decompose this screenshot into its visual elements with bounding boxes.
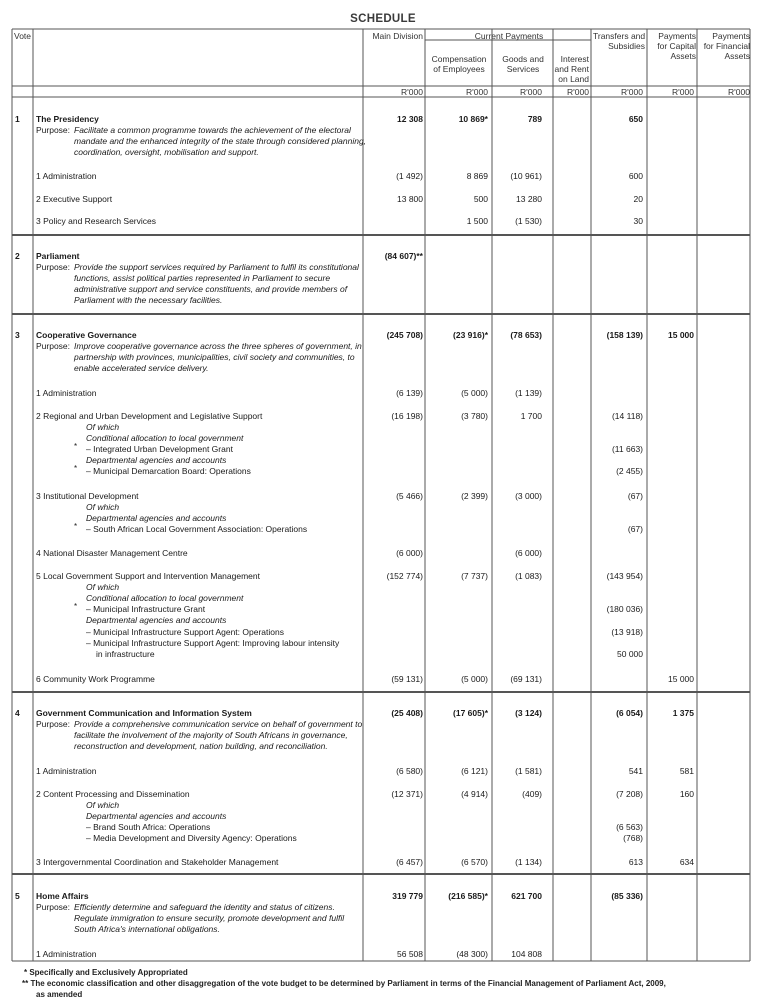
amount-comp: 10 869* (458, 114, 488, 124)
amount-goods: (6 000) (515, 548, 542, 558)
vote-number: 3 (15, 330, 20, 340)
header-financial-2: for Financial (703, 41, 750, 51)
purpose-text: Improve cooperative governance across the three spheres of government, in (74, 341, 362, 351)
purpose-text: facilitate the involvement of the majority of South Africans in governance, (74, 730, 348, 740)
header-goods: Goods and (502, 54, 544, 64)
vote-number: 4 (15, 708, 20, 718)
amount-main: (245 708) (386, 330, 423, 340)
amount-trans: 600 (628, 171, 643, 181)
line-item: in infrastructure (96, 649, 155, 659)
unit-goods: R'000 (520, 87, 542, 97)
unit-comp: R'000 (466, 87, 488, 97)
header-goods-2: Services (506, 64, 540, 74)
purpose-text: Provide the support services required by Parliament to fulfil its constitutional (74, 262, 359, 272)
line-item: Of which (86, 800, 120, 810)
purpose-text: coordination, oversight, mobilisation and support. (74, 147, 259, 157)
header-compensation-2: of Employees (433, 64, 485, 74)
purpose-label: Purpose: (36, 719, 71, 729)
amount-comp: (3 780) (461, 411, 488, 421)
amount-cap: 634 (679, 857, 694, 867)
amount-comp: (4 914) (461, 789, 488, 799)
amount-comp: (17 605)* (453, 708, 488, 718)
programme-name: 3 Intergovernmental Coordination and Stakeholder Management (36, 857, 279, 867)
amount-main: (16 198) (391, 411, 423, 421)
unit-main: R'000 (401, 87, 423, 97)
amount-goods: (409) (522, 789, 542, 799)
programme-name: 3 Policy and Research Services (36, 216, 157, 226)
purpose-text: mandate and the enhanced integrity of the state through considered planning, (74, 136, 367, 146)
vote-name: Parliament (36, 251, 80, 261)
line-item: Of which (86, 502, 120, 512)
programme-name: 6 Community Work Programme (36, 674, 155, 684)
header-capital-3: Assets (670, 51, 696, 61)
purpose-text: partnership with provinces, municipalities, civil society and communities, to (74, 352, 355, 362)
line-item: Conditional allocation to local government (86, 593, 244, 603)
unit-transfers: R'000 (621, 87, 643, 97)
amount-comp: (7 737) (461, 571, 488, 581)
header-main-division: Main Division (372, 31, 423, 41)
amount-main: (152 774) (386, 571, 423, 581)
amount-goods: 1 700 (520, 411, 542, 421)
amount-goods: (3 000) (515, 491, 542, 501)
amount-goods: (69 131) (510, 674, 542, 684)
vote-number: 5 (15, 891, 20, 901)
amount-trans: 541 (628, 766, 643, 776)
amount-trans: (6 054) (616, 708, 643, 718)
amount-trans: (180 036) (606, 604, 643, 614)
line-item: Departmental agencies and accounts (86, 615, 227, 625)
purpose-label: Purpose: (36, 902, 71, 912)
amount-goods: 789 (527, 114, 542, 124)
amount-main: (84 607)** (384, 251, 423, 261)
amount-goods: (1 134) (515, 857, 542, 867)
line-item: – Municipal Infrastructure Support Agent: Improving labour intensity (86, 638, 340, 648)
line-item: Conditional allocation to local government (86, 433, 244, 443)
unit-financial: R'000 (728, 87, 750, 97)
purpose-label: Purpose: (36, 125, 71, 135)
purpose-text: Regulate immigration to ensure security, promote development and fulfil (74, 913, 345, 923)
vote-name: Home Affairs (36, 891, 89, 901)
amount-trans: (143 954) (606, 571, 643, 581)
specifically-appropriated-marker: * (74, 522, 78, 531)
amount-main: 13 800 (397, 194, 423, 204)
header-vote: Vote (14, 31, 32, 41)
vote-name: The Presidency (36, 114, 99, 124)
line-item: – South African Local Government Association: Operations (86, 524, 308, 534)
amount-comp: (216 585)* (448, 891, 488, 901)
programme-name: 4 National Disaster Management Centre (36, 548, 188, 558)
amount-comp: (23 916)* (453, 330, 488, 340)
line-item: – Integrated Urban Development Grant (86, 444, 233, 454)
purpose-text: Facilitate a common programme towards the achievement of the electoral (74, 125, 351, 135)
vote-name: Cooperative Governance (36, 330, 137, 340)
amount-goods: (1 083) (515, 571, 542, 581)
amount-goods: (10 961) (510, 171, 542, 181)
specifically-appropriated-marker: * (74, 464, 78, 473)
programme-name: 3 Institutional Development (36, 491, 139, 501)
amount-comp: (6 121) (461, 766, 488, 776)
amount-trans: (67) (627, 524, 643, 534)
specifically-appropriated-marker: * (74, 442, 78, 451)
line-item: Departmental agencies and accounts (86, 513, 227, 523)
line-item: – Municipal Infrastructure Support Agent: Operations (86, 627, 284, 637)
amount-goods: (1 581) (515, 766, 542, 776)
line-item: – Municipal Demarcation Board: Operations (86, 466, 251, 476)
amount-main: (6 139) (396, 388, 423, 398)
amount-goods: 13 280 (516, 194, 542, 204)
footnote-parliament-cont: as amended (36, 990, 83, 999)
amount-trans: (14 118) (611, 411, 643, 421)
amount-trans: 650 (628, 114, 643, 124)
header-financial: Payments (712, 31, 750, 41)
purpose-text: reconstruction and development, nation building, and reconciliation. (74, 741, 328, 751)
amount-trans: (2 455) (616, 466, 643, 476)
amount-cap: 581 (679, 766, 694, 776)
footnote-specifically-appropriated: * Specifically and Exclusively Appropriated (24, 968, 188, 977)
amount-main: 56 508 (397, 949, 423, 959)
amount-goods: 104 808 (511, 949, 542, 959)
amount-main: 12 308 (397, 114, 423, 124)
header-current-payments: Current Payments (474, 31, 544, 41)
amount-trans: 20 (633, 194, 643, 204)
amount-cap: 1 375 (672, 708, 694, 718)
amount-comp: (48 300) (456, 949, 488, 959)
amount-trans: (67) (627, 491, 643, 501)
line-item: Departmental agencies and accounts (86, 811, 227, 821)
amount-main: (5 466) (396, 491, 423, 501)
purpose-text: Efficiently determine and safeguard the identity and status of citizens. (74, 902, 335, 912)
programme-name: 1 Administration (36, 949, 97, 959)
amount-main: (1 492) (396, 171, 423, 181)
amount-trans: (7 208) (616, 789, 643, 799)
amount-main: (25 408) (391, 708, 423, 718)
programme-name: 1 Administration (36, 766, 97, 776)
programme-name: 1 Administration (36, 388, 97, 398)
amount-trans: 50 000 (617, 649, 643, 659)
amount-main: (12 371) (391, 789, 423, 799)
purpose-text: enable accelerated service delivery. (74, 363, 209, 373)
purpose-label: Purpose: (36, 262, 71, 272)
line-item: – Municipal Infrastructure Grant (86, 604, 206, 614)
vote-number: 1 (15, 114, 20, 124)
amount-goods: (1 530) (515, 216, 542, 226)
purpose-label: Purpose: (36, 341, 71, 351)
programme-name: 2 Content Processing and Dissemination (36, 789, 190, 799)
amount-main: 319 779 (392, 891, 423, 901)
amount-comp: (6 570) (461, 857, 488, 867)
header-transfers-2: Subsidies (608, 41, 645, 51)
line-item: Of which (86, 422, 120, 432)
amount-main: (6 457) (396, 857, 423, 867)
header-interest-3: on Land (558, 74, 589, 84)
amount-trans: (13 918) (611, 627, 643, 637)
amount-cap: 15 000 (668, 330, 694, 340)
amount-trans: (11 663) (611, 444, 643, 454)
purpose-text: functions, assist political parties represented in Parliament to secure (74, 273, 331, 283)
amount-main: (6 580) (396, 766, 423, 776)
amount-cap: 15 000 (668, 674, 694, 684)
header-financial-3: Assets (724, 51, 750, 61)
schedule-title: SCHEDULE (350, 13, 416, 25)
amount-comp: (5 000) (461, 388, 488, 398)
programme-name: 2 Regional and Urban Development and Legislative Support (36, 411, 263, 421)
header-interest-2: and Rent (554, 64, 589, 74)
programme-name: 1 Administration (36, 171, 97, 181)
footnote-parliament: ** The economic classification and other disaggregation of the vote budget to be determined by Parliament in terms of the Financial Management of Parliament Act, 2009, (22, 979, 666, 988)
programme-name: 5 Local Government Support and Intervention Management (36, 571, 260, 581)
vote-number: 2 (15, 251, 20, 261)
line-item: Departmental agencies and accounts (86, 455, 227, 465)
amount-comp: 8 869 (466, 171, 488, 181)
line-item: – Brand South Africa: Operations (86, 822, 211, 832)
amount-comp: 1 500 (466, 216, 488, 226)
purpose-text: Parliament with the necessary facilities. (74, 295, 223, 305)
amount-trans: (158 139) (606, 330, 643, 340)
amount-goods: (3 124) (515, 708, 542, 718)
header-transfers: Transfers and (593, 31, 646, 41)
amount-trans: (85 336) (611, 891, 643, 901)
amount-cap: 160 (679, 789, 694, 799)
programme-name: 2 Executive Support (36, 194, 113, 204)
header-interest: Interest (560, 54, 589, 64)
amount-goods: (1 139) (515, 388, 542, 398)
specifically-appropriated-marker: * (74, 602, 78, 611)
line-item: – Media Development and Diversity Agency: Operations (86, 833, 297, 843)
amount-comp: (2 399) (461, 491, 488, 501)
purpose-text: South Africa's international obligations. (74, 924, 220, 934)
amount-trans: (768) (623, 833, 643, 843)
purpose-text: Provide a comprehensive communication service on behalf of government to (74, 719, 363, 729)
amount-goods: 621 700 (511, 891, 542, 901)
header-capital-2: for Capital (657, 41, 696, 51)
unit-interest: R'000 (567, 87, 589, 97)
amount-goods: (78 653) (510, 330, 542, 340)
amount-trans: (6 563) (616, 822, 643, 832)
amount-main: (59 131) (391, 674, 423, 684)
header-capital: Payments (658, 31, 696, 41)
amount-trans: 613 (628, 857, 643, 867)
amount-trans: 30 (633, 216, 643, 226)
purpose-text: administrative support and service constituents, and provide members of (74, 284, 348, 294)
unit-capital: R'000 (672, 87, 694, 97)
line-item: Of which (86, 582, 120, 592)
amount-main: (6 000) (396, 548, 423, 558)
amount-comp: (5 000) (461, 674, 488, 684)
amount-comp: 500 (473, 194, 488, 204)
vote-name: Government Communication and Information System (36, 708, 252, 718)
header-compensation: Compensation (431, 54, 487, 64)
